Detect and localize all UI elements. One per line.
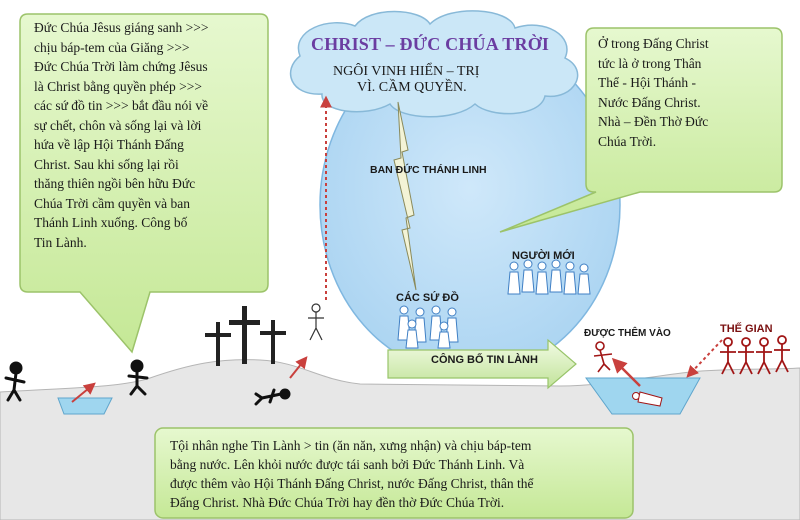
- callout-left-text: [25, 14, 265, 292]
- new-men-label: NGƯỜI MỚI: [512, 250, 575, 262]
- callout-line: Chúa Trời cầm quyền và ban: [34, 195, 190, 211]
- cloud-subtitle-line2: VÌ. CẦM QUYỀN.: [357, 80, 467, 95]
- world-label: THẾ GIAN: [720, 323, 773, 335]
- water-pool-icon: [58, 398, 112, 414]
- stick-figure-icon: [308, 304, 324, 340]
- callout-line: hứa về lập Hội Thánh Đấng: [34, 137, 184, 152]
- callout-line: được thêm vào Hội Thánh Đấng Christ, nước Đấng Christ, thân thể: [170, 476, 534, 491]
- cloud-subtitle-line1: NGÔI VINH HIỂN – TRỊ: [333, 64, 480, 79]
- callout-line: bằng nước. Lên khỏi nước được tái sanh bởi Đức Thánh Linh. Và: [170, 457, 525, 472]
- callout-line: tức là ở trong Thân: [598, 55, 702, 71]
- callout-line: chịu báp-tem của Giăng >>>: [34, 39, 190, 55]
- apostles-label: CÁC SỨ ĐỒ: [396, 292, 459, 304]
- callout-line: Ở trong Đấng Christ: [598, 36, 709, 51]
- callout-line: Thánh Linh xuống. Công bố: [34, 215, 188, 230]
- callout-line: các sứ đồ tin >>> bắt đầu nói về: [34, 98, 209, 113]
- callout-line: Chúa Trời.: [598, 133, 657, 149]
- callout-line: Thể - Hội Thánh -: [598, 75, 696, 90]
- cloud-title: CHRIST – ĐỨC CHÚA TRỜI: [311, 34, 550, 54]
- callout-right-text: [590, 28, 778, 190]
- preach-gospel-label: CÔNG BỐ TIN LÀNH: [431, 354, 538, 366]
- callout-line: Tin Lành.: [34, 234, 87, 250]
- callout-line: Đức Chúa Trời làm chứng Jêsus: [34, 59, 208, 74]
- cross-icon: [205, 306, 286, 366]
- callout-line: Đấng Christ. Nhà Đức Chúa Trời hay đền thờ Đức Chúa Trời.: [170, 495, 505, 510]
- added-figure: [594, 342, 612, 372]
- callout-line: thăng thiên ngồi bên hữu Đức: [34, 176, 196, 191]
- callout-line: Tội nhân nghe Tin Lành > tin (ăn năn, xưng nhận) và chịu báp-tem: [170, 438, 532, 453]
- callout-line: Christ. Sau khi sống lại rồi: [34, 156, 179, 172]
- holy-spirit-label: BAN ĐỨC THÁNH LINH: [370, 164, 487, 176]
- added-label: ĐƯỢC THÊM VÀO: [584, 328, 671, 339]
- callout-line: Nhà – Đền Thờ Đức: [598, 114, 709, 129]
- callout-line: sự chết, chôn và sống lại và lời: [34, 117, 202, 133]
- callout-line: Đức Chúa Jêsus giáng sanh >>>: [34, 20, 209, 35]
- callout-line: là Christ bằng quyền phép >>>: [34, 78, 202, 94]
- callout-line: Nước Đấng Christ.: [598, 94, 701, 110]
- callout-bottom-text: [160, 430, 630, 518]
